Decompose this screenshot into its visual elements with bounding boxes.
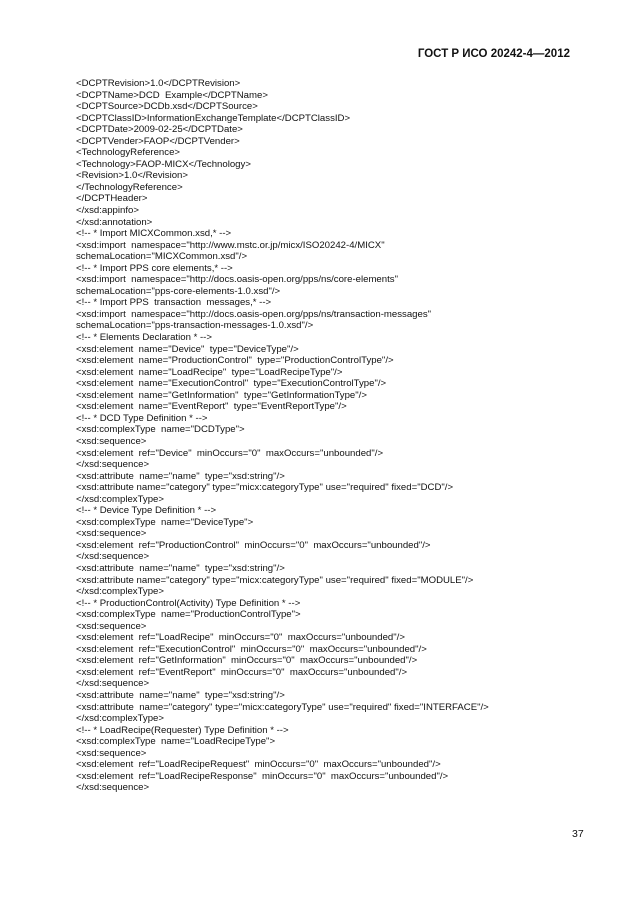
code-line: </xsd:annotation> <box>76 216 153 228</box>
code-line: <DCPTSource>DCDb.xsd</DCPTSource> <box>76 101 258 113</box>
code-line: <xsd:element ref="LoadRecipeResponse" minOccurs="0" maxOccurs="unbounded"/> <box>76 770 449 782</box>
code-line: </DCPTHeader> <box>76 193 148 205</box>
code-line: <xsd:attribute name="category" type="micx:categoryType" use="required" fixed="INTERFACE"/> <box>76 701 489 713</box>
code-line: <!-- * Import MICXCommon.xsd,* --> <box>76 228 232 240</box>
code-line: <xsd:element name="EventReport" type="EventReportType"/> <box>76 401 347 413</box>
code-line: <!-- * Import PPS core elements,* --> <box>76 262 233 274</box>
code-line: schemaLocation="pps-transaction-messages-1.0.xsd"/> <box>76 320 314 332</box>
code-line: </TechnologyReference> <box>76 181 183 193</box>
code-line: </xsd:sequence> <box>76 459 150 471</box>
code-line: <xsd:element ref="LoadRecipe" minOccurs="0" maxOccurs="unbounded"/> <box>76 632 405 644</box>
code-line: <!-- * Elements Declaration * --> <box>76 332 212 344</box>
code-line: <xsd:element ref="ExecutionControl" minOccurs="0" maxOccurs="unbounded"/> <box>76 643 427 655</box>
code-line: <TechnologyReference> <box>76 147 181 159</box>
code-line: <!-- * ProductionControl(Activity) Type Definition * --> <box>76 597 301 609</box>
xsd-code-listing <box>76 78 596 794</box>
code-line: <DCPTName>DCD Example</DCPTName> <box>76 89 268 101</box>
page-number: 37 <box>572 828 584 840</box>
code-line: </xsd:complexType> <box>76 493 164 505</box>
code-line: <xsd:element ref="LoadRecipeRequest" minOccurs="0" maxOccurs="unbounded"/> <box>76 759 441 771</box>
code-line: <xsd:attribute name="category" type="micx:categoryType" use="required" fixed="DCD"/> <box>76 482 454 494</box>
code-line: <xsd:attribute name="category" type="micx:categoryType" use="required" fixed="MODULE"/> <box>76 574 474 586</box>
code-line: <xsd:element ref="ProductionControl" minOccurs="0" maxOccurs="unbounded"/> <box>76 539 431 551</box>
code-line: <!-- * Import PPS transaction messages,* --> <box>76 297 272 309</box>
code-line: </xsd:sequence> <box>76 782 150 794</box>
standard-code-header: ГОСТ Р ИСО 20242-4—2012 <box>417 48 570 60</box>
code-line: schemaLocation="pps-core-elements-1.0.xsd"/> <box>76 285 281 297</box>
code-line: <!-- * LoadRecipe(Requester) Type Definition * --> <box>76 724 289 736</box>
code-line: <xsd:attribute name="name" type="xsd:string"/> <box>76 689 285 701</box>
code-line: <xsd:element name="ExecutionControl" type="ExecutionControlType"/> <box>76 378 387 390</box>
code-line: <DCPTVender>FAOP</DCPTVender> <box>76 135 240 147</box>
code-line: <xsd:import namespace="http://www.mstc.or.jp/micx/ISO20242-4/MICX" <box>76 239 385 251</box>
code-line: <DCPTClassID>InformationExchangeTemplate</DCPTClassID> <box>76 112 351 124</box>
code-line: </xsd:sequence> <box>76 551 150 563</box>
code-line: <xsd:element name="ProductionControl" type="ProductionControlType"/> <box>76 355 394 367</box>
code-line: <xsd:element ref="EventReport" minOccurs="0" maxOccurs="unbounded"/> <box>76 666 408 678</box>
code-line: </xsd:sequence> <box>76 678 150 690</box>
code-line: <xsd:sequence> <box>76 435 147 447</box>
code-line: </xsd:appinfo> <box>76 205 139 217</box>
code-line: schemaLocation="MICXCommon.xsd"/> <box>76 251 248 263</box>
code-line: <xsd:complexType name="ProductionControlType"> <box>76 609 301 621</box>
code-line: <xsd:sequence> <box>76 747 147 759</box>
code-line: <!-- * Device Type Definition * --> <box>76 505 217 517</box>
code-line: <DCPTDate>2009-02-25</DCPTDate> <box>76 124 243 136</box>
code-line: <xsd:element name="GetInformation" type="GetInformationType"/> <box>76 389 367 401</box>
code-line: <xsd:attribute name="name" type="xsd:string"/> <box>76 562 285 574</box>
code-line: <xsd:sequence> <box>76 620 147 632</box>
code-line: <xsd:import namespace="http://docs.oasis-open.org/pps/ns/core-elements" <box>76 274 398 286</box>
code-line: <xsd:complexType name="LoadRecipeType"> <box>76 736 276 748</box>
code-line: <xsd:element ref="GetInformation" minOccurs="0" maxOccurs="unbounded"/> <box>76 655 418 667</box>
code-line: <xsd:element ref="Device" minOccurs="0" maxOccurs="unbounded"/> <box>76 447 384 459</box>
code-line: <xsd:element name="LoadRecipe" type="LoadRecipeType"/> <box>76 366 343 378</box>
code-line: <xsd:complexType name="DCDType"> <box>76 424 245 436</box>
code-line: <Revision>1.0</Revision> <box>76 170 188 182</box>
code-line: <xsd:element name="Device" type="DeviceType"/> <box>76 343 299 355</box>
code-line: <!-- * DCD Type Definition * --> <box>76 412 208 424</box>
code-line: <DCPTRevision>1.0</DCPTRevision> <box>76 78 241 89</box>
code-line: <Technology>FAOP-MICX</Technology> <box>76 158 251 170</box>
code-line: <xsd:sequence> <box>76 528 147 540</box>
code-line: </xsd:complexType> <box>76 713 164 725</box>
code-line: <xsd:attribute name="name" type="xsd:string"/> <box>76 470 285 482</box>
code-line: <xsd:complexType name="DeviceType"> <box>76 516 254 528</box>
code-line: <xsd:import namespace="http://docs.oasis-open.org/pps/ns/transaction-messages" <box>76 308 432 320</box>
code-line: </xsd:complexType> <box>76 586 164 598</box>
